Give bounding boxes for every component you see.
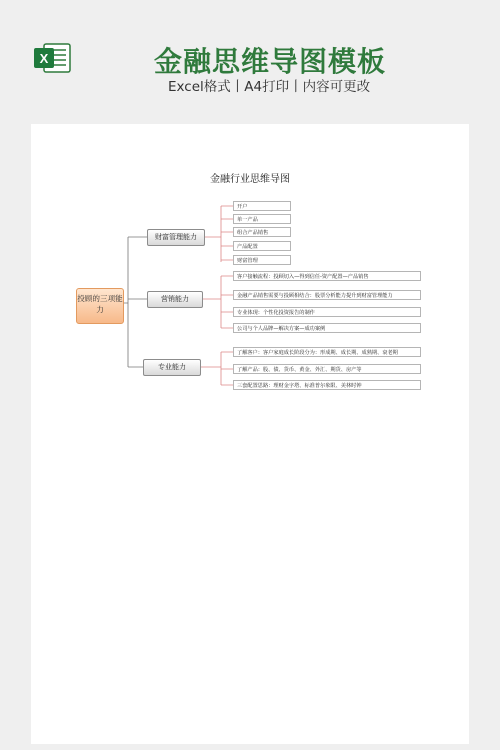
- leaf-item: 三套配置思路：理财金字塔、标准普尔象限、美林时钟: [233, 380, 421, 390]
- excel-icon: [32, 42, 72, 74]
- leaf-item: 单一产品: [233, 214, 291, 224]
- leaf-item: 公司与个人品牌—解决方案—成功案例: [233, 323, 421, 333]
- branch-node-marketing: 营销能力: [147, 291, 203, 308]
- svg-text:X: X: [39, 51, 49, 66]
- leaf-item: 客户接触流程：投顾切入—得到信任-资产配置—产品销售: [233, 271, 421, 281]
- leaf-item: 金融产品销售需要与投顾相结合：股票分析能力提升到财富管理能力: [233, 290, 421, 300]
- mindmap-root-node: 投顾的三项能力: [76, 288, 124, 324]
- leaf-item: 了解客户：客户家庭成长阶段分为：形成期、成长期、成熟期、衰老期: [233, 347, 421, 357]
- page-subtitle: Excel格式丨A4打印丨内容可更改: [168, 79, 371, 95]
- leaf-item: 开户: [233, 201, 291, 211]
- leaf-item: 财富管理: [233, 255, 291, 265]
- leaf-item: 了解产品：股、债、货币、黄金、外汇、期货、房产等: [233, 364, 421, 374]
- leaf-item: 专业体现：个性化投资报告的制作: [233, 307, 421, 317]
- branch-node-professional: 专业能力: [143, 359, 201, 376]
- document-page: [31, 124, 469, 744]
- leaf-item: 组合产品销售: [233, 227, 291, 237]
- branch-node-wealth-management: 财富管理能力: [147, 229, 205, 246]
- page-title: 金融思维导图模板: [154, 45, 387, 78]
- leaf-item: 产品配置: [233, 241, 291, 251]
- mindmap-title: 金融行业思维导图: [210, 174, 290, 185]
